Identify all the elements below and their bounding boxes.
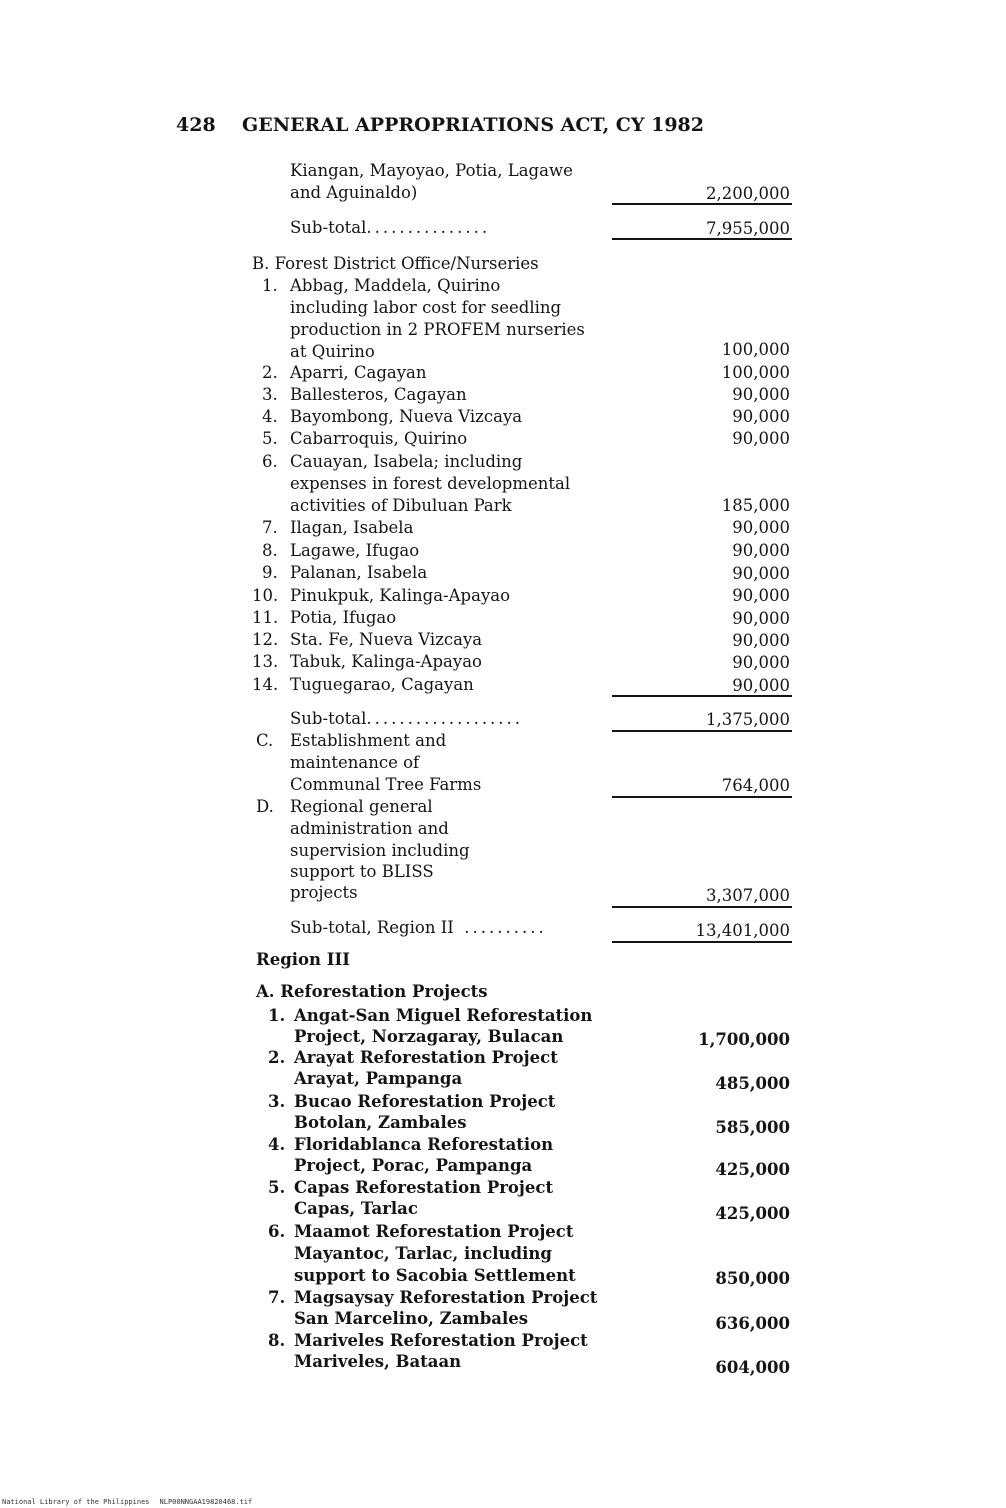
item-amount: 90,000 (732, 586, 790, 605)
page-header (176, 114, 704, 136)
subtotal-b-amount: 1,375,000 (706, 710, 790, 729)
item-number: 6. (262, 452, 278, 471)
item-amount: 90,000 (732, 429, 790, 448)
item-line: Bucao Reforestation Project (294, 1092, 556, 1111)
item-line: Bayombong, Nueva Vizcaya (290, 407, 523, 426)
item-line: Magsaysay Reforestation Project (294, 1288, 598, 1307)
section-c-amount: 764,000 (721, 776, 790, 795)
section-d-line: administration and (290, 819, 449, 838)
item-amount: 1,700,000 (698, 1030, 790, 1049)
item-line: Lagawe, Ifugao (290, 541, 420, 560)
item-number: 6. (268, 1222, 286, 1241)
item-amount: 185,000 (721, 496, 790, 515)
item-amount: 90,000 (732, 676, 790, 695)
item-line: Botolan, Zambales (294, 1113, 467, 1132)
item-line: Cabarroquis, Quirino (290, 429, 468, 448)
item-number: 5. (268, 1178, 286, 1197)
region2-subtotal-amount: 13,401,000 (695, 921, 790, 940)
item-number: 13. (252, 652, 279, 671)
item-amount: 604,000 (715, 1358, 790, 1377)
item-number: 8. (268, 1331, 286, 1350)
region3-section-a-title: A. Reforestation Projects (256, 982, 488, 1001)
item-line: Ilagan, Isabela (290, 518, 414, 537)
item-amount: 90,000 (732, 609, 790, 628)
item-line: Arayat, Pampanga (294, 1069, 463, 1088)
item-amount: 425,000 (715, 1204, 790, 1223)
section-d-letter: D. (256, 797, 274, 816)
item-number: 1. (262, 276, 278, 295)
subtotal-label: Sub-total (290, 218, 367, 237)
subtotal-a-amount: 7,955,000 (706, 219, 790, 238)
item-number: 8. (262, 541, 278, 560)
item-line: San Marcelino, Zambales (294, 1309, 529, 1328)
rule (612, 796, 792, 798)
section-d-line: support to BLISS (290, 862, 434, 881)
cont-amount: 2,200,000 (706, 184, 790, 203)
item-amount: 100,000 (721, 340, 790, 359)
item-line: Project, Porac, Pampanga (294, 1156, 533, 1175)
item-line: Cauayan, Isabela; including (290, 452, 523, 471)
item-amount: 90,000 (732, 518, 790, 537)
item-number: 7. (268, 1288, 286, 1307)
item-line: Palanan, Isabela (290, 563, 428, 582)
item-amount: 90,000 (732, 385, 790, 404)
leader-dots: ................... (366, 709, 524, 728)
item-line: activities of Dibuluan Park (290, 496, 512, 515)
item-line: Potia, Ifugao (290, 608, 397, 627)
section-c-line: Establishment and (290, 731, 447, 750)
item-number: 10. (252, 586, 279, 605)
item-amount: 485,000 (715, 1074, 790, 1093)
item-line: at Quirino (290, 342, 375, 361)
scan-footer (2, 1498, 252, 1506)
section-c-letter: C. (256, 731, 274, 750)
item-line: Tabuk, Kalinga-Apayao (290, 652, 482, 671)
item-line: support to Sacobia Settlement (294, 1266, 576, 1285)
section-c-line: maintenance of (290, 753, 420, 772)
item-line: production in 2 PROFEM nurseries (290, 320, 585, 339)
item-amount: 90,000 (732, 541, 790, 560)
item-line: Floridablanca Reforestation (294, 1135, 554, 1154)
section-b-title: B. Forest District Office/Nurseries (252, 254, 539, 273)
item-number: 2. (268, 1048, 286, 1067)
leader-dots: .......... (464, 918, 547, 937)
item-number: 7. (262, 518, 278, 537)
subtotal-a-row (290, 217, 490, 239)
section-c-line: Communal Tree Farms (290, 775, 482, 794)
section-d-line: Regional general (290, 797, 433, 816)
item-line: including labor cost for seedling (290, 298, 562, 317)
item-line: Mariveles, Bataan (294, 1352, 462, 1371)
item-number: 9. (262, 563, 278, 582)
rule (612, 203, 792, 205)
item-line: Sta. Fe, Nueva Vizcaya (290, 630, 483, 649)
item-line: Mariveles Reforestation Project (294, 1331, 588, 1350)
footer-library: National Library of the Philippines (2, 1498, 150, 1506)
item-number: 3. (268, 1092, 286, 1111)
item-line: Capas, Tarlac (294, 1199, 418, 1218)
item-line: Abbag, Maddela, Quirino (290, 276, 501, 295)
item-line: Angat-San Miguel Reforestation (294, 1006, 593, 1025)
item-line: Maamot Reforestation Project (294, 1222, 574, 1241)
page-title: GENERAL APPROPRIATIONS ACT, CY 1982 (242, 114, 704, 136)
item-line: Mayantoc, Tarlac, including (294, 1244, 552, 1263)
item-amount: 90,000 (732, 631, 790, 650)
rule (612, 730, 792, 732)
item-number: 14. (252, 675, 279, 694)
item-number: 1. (268, 1006, 286, 1025)
item-line: Tuguegarao, Cagayan (290, 675, 474, 694)
item-line: Ballesteros, Cagayan (290, 385, 467, 404)
item-amount: 585,000 (715, 1118, 790, 1137)
item-amount: 636,000 (715, 1314, 790, 1333)
region2-subtotal-label: Sub-total, Region II (290, 918, 454, 937)
section-d-line: projects (290, 883, 358, 902)
item-number: 2. (262, 363, 278, 382)
item-line: Capas Reforestation Project (294, 1178, 554, 1197)
section-d-amount: 3,307,000 (706, 886, 790, 905)
footer-file: NLP00NNGAA19820468.tif (159, 1498, 253, 1506)
subtotal-b-row (290, 708, 523, 730)
item-number: 12. (252, 630, 279, 649)
item-line: Aparri, Cagayan (290, 363, 427, 382)
item-number: 11. (252, 608, 279, 627)
rule (612, 906, 792, 908)
item-amount: 100,000 (721, 363, 790, 382)
item-line: expenses in forest developmental (290, 474, 571, 493)
page-number: 428 (176, 114, 216, 136)
item-number: 5. (262, 429, 278, 448)
rule (612, 238, 792, 240)
item-amount: 90,000 (732, 407, 790, 426)
region3-title: Region III (256, 950, 350, 969)
item-line: Project, Norzagaray, Bulacan (294, 1027, 564, 1046)
item-amount: 850,000 (715, 1269, 790, 1288)
item-number: 3. (262, 385, 278, 404)
cont-line-1: Kiangan, Mayoyao, Potia, Lagawe (290, 161, 573, 180)
region2-subtotal-row (290, 917, 547, 939)
item-number: 4. (262, 407, 278, 426)
item-amount: 90,000 (732, 564, 790, 583)
item-amount: 425,000 (715, 1160, 790, 1179)
rule (612, 941, 792, 943)
section-d-line: supervision including (290, 841, 470, 860)
rule (612, 695, 792, 697)
item-line: Arayat Reforestation Project (294, 1048, 558, 1067)
item-number: 4. (268, 1135, 286, 1154)
item-amount: 90,000 (732, 653, 790, 672)
leader-dots: ............... (366, 218, 491, 237)
cont-line-2: and Aguinaldo) (290, 183, 418, 202)
item-line: Pinukpuk, Kalinga-Apayao (290, 586, 511, 605)
subtotal-label: Sub-total (290, 709, 367, 728)
